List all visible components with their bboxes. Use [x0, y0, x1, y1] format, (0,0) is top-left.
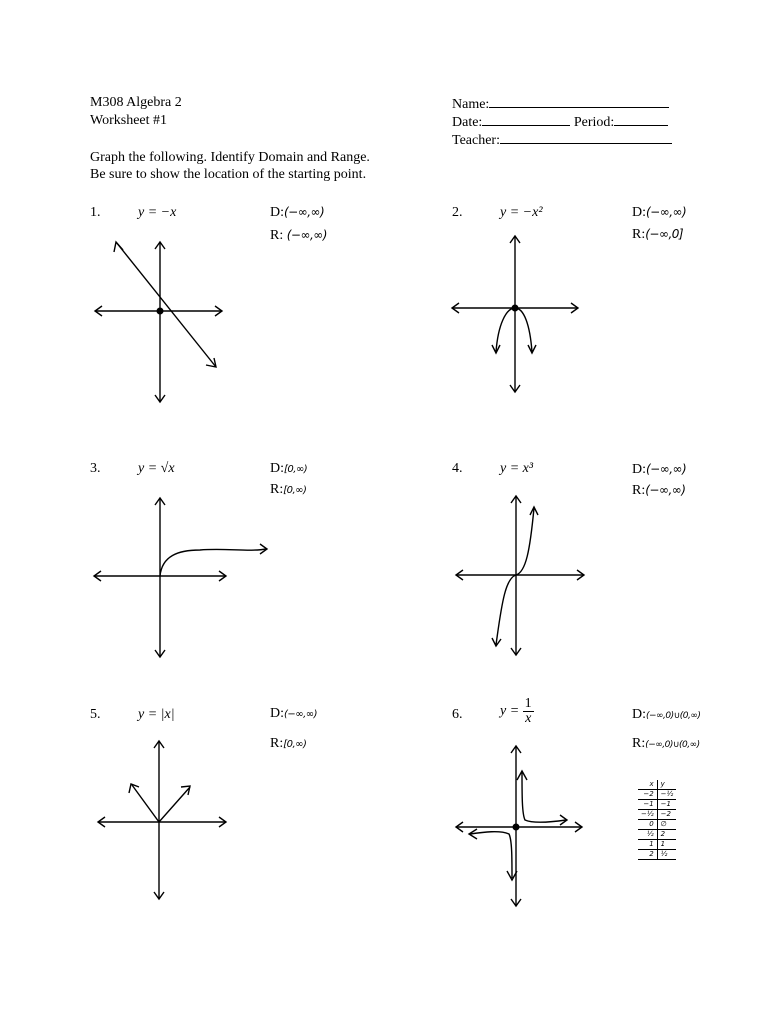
- table-cell-y: −½: [657, 790, 676, 800]
- table-cell-x: −2: [638, 790, 657, 800]
- table-cell-y: 2: [657, 830, 676, 840]
- graph-3: [90, 490, 270, 665]
- domain-value: (−∞,0)∪(0,∞): [646, 711, 701, 721]
- period-blank[interactable]: [614, 112, 668, 126]
- table-cell-x: 1: [638, 840, 657, 850]
- range-value: (−∞,0)∪(0,∞): [645, 740, 700, 750]
- teacher-field[interactable]: [452, 130, 672, 150]
- range-value: (−∞,∞): [645, 483, 686, 497]
- range-label: R:: [270, 736, 284, 751]
- problem-number: 3.: [90, 461, 101, 476]
- range-label: R:: [270, 228, 284, 243]
- problem-number: 2.: [452, 205, 463, 220]
- table-row: [638, 850, 676, 860]
- table-header-y: y: [657, 780, 676, 790]
- table-row: [638, 800, 676, 810]
- problem-number: 5.: [90, 707, 101, 722]
- domain-answer: [632, 706, 700, 725]
- table-cell-x: 2: [638, 850, 657, 860]
- table-row: [638, 790, 676, 800]
- graph-4: [450, 490, 590, 660]
- date-blank[interactable]: [482, 112, 570, 126]
- period-label: Period:: [573, 115, 615, 130]
- domain-answer: [270, 705, 317, 724]
- starting-point: [512, 305, 519, 312]
- domain-answer: [270, 460, 307, 479]
- table-row: [638, 830, 676, 840]
- table-cell-x: −½: [638, 810, 657, 820]
- equation: y = √x: [138, 461, 175, 476]
- teacher-label: Teacher:: [452, 133, 500, 148]
- range-value: [0,∞): [283, 485, 307, 496]
- range-answer: [270, 735, 306, 754]
- table-row: [638, 810, 676, 820]
- name-label: Name:: [452, 97, 490, 112]
- domain-label: D:: [632, 462, 646, 477]
- domain-answer: [632, 203, 686, 222]
- table-row: [638, 780, 676, 790]
- problem-number: 4.: [452, 461, 463, 476]
- domain-label: D:: [632, 205, 646, 220]
- range-value: (−∞,∞): [286, 228, 327, 242]
- xy-table-body: [638, 780, 676, 860]
- equation: y = −x²: [500, 205, 543, 220]
- starting-point: [157, 308, 164, 315]
- table-cell-y: 1: [657, 840, 676, 850]
- range-label: R:: [632, 736, 646, 751]
- range-label: R:: [632, 483, 646, 498]
- range-value: [0,∞): [283, 739, 307, 750]
- table-cell-y: −1: [657, 800, 676, 810]
- range-answer: [632, 225, 683, 244]
- domain-label: D:: [270, 205, 284, 220]
- table-cell-y: −2: [657, 810, 676, 820]
- range-answer: [270, 226, 327, 245]
- domain-label: D:: [632, 707, 646, 722]
- range-label: R:: [632, 227, 646, 242]
- graph-2: [448, 230, 588, 400]
- table-cell-y: ∅: [657, 820, 676, 830]
- equation: y = x³: [500, 461, 534, 476]
- table-cell-x: 0: [638, 820, 657, 830]
- fraction-denominator: x: [525, 711, 532, 726]
- range-value: (−∞,0]: [645, 227, 684, 241]
- teacher-blank[interactable]: [500, 130, 672, 144]
- table-cell-y: ½: [657, 850, 676, 860]
- range-answer: [632, 735, 700, 754]
- graph-1: [90, 230, 230, 410]
- worksheet-title: Worksheet #1: [90, 113, 168, 128]
- graph-6: [452, 740, 592, 910]
- fraction: [523, 697, 534, 726]
- equation: y = |x|: [138, 707, 175, 722]
- domain-value: (−∞,∞): [284, 205, 325, 219]
- domain-label: D:: [270, 461, 284, 476]
- name-blank[interactable]: [489, 94, 669, 108]
- problem-number: 1.: [90, 205, 101, 220]
- domain-answer: [270, 203, 324, 222]
- range-answer: [270, 481, 306, 500]
- equation: [500, 697, 534, 726]
- domain-value: (−∞,∞): [646, 462, 687, 476]
- table-cell-x: ½: [638, 830, 657, 840]
- equation-lhs: y =: [500, 703, 520, 719]
- domain-value: (−∞,∞): [646, 205, 687, 219]
- equation: y = −x: [138, 205, 177, 220]
- problem-number: 6.: [452, 707, 463, 722]
- fraction-numerator: 1: [524, 696, 532, 711]
- instruction-line-2: Be sure to show the location of the starting point.: [90, 167, 367, 182]
- range-label: R:: [270, 482, 284, 497]
- table-cell-x: −1: [638, 800, 657, 810]
- domain-value: (−∞,∞): [284, 709, 318, 720]
- table-row: [638, 840, 676, 850]
- xy-table: [638, 780, 676, 860]
- course-title: M308 Algebra 2: [90, 95, 182, 110]
- domain-answer: [632, 460, 686, 479]
- date-period-field[interactable]: [452, 112, 668, 132]
- domain-label: D:: [270, 706, 284, 721]
- name-field[interactable]: [452, 94, 669, 114]
- range-answer: [632, 481, 685, 500]
- domain-value: [0,∞): [284, 464, 308, 475]
- instruction-line-1: Graph the following. Identify Domain and Range.: [90, 150, 370, 165]
- origin-point: [513, 824, 520, 831]
- table-header-x: x: [638, 780, 657, 790]
- date-label: Date:: [452, 115, 483, 130]
- table-row: [638, 820, 676, 830]
- graph-5: [92, 735, 232, 905]
